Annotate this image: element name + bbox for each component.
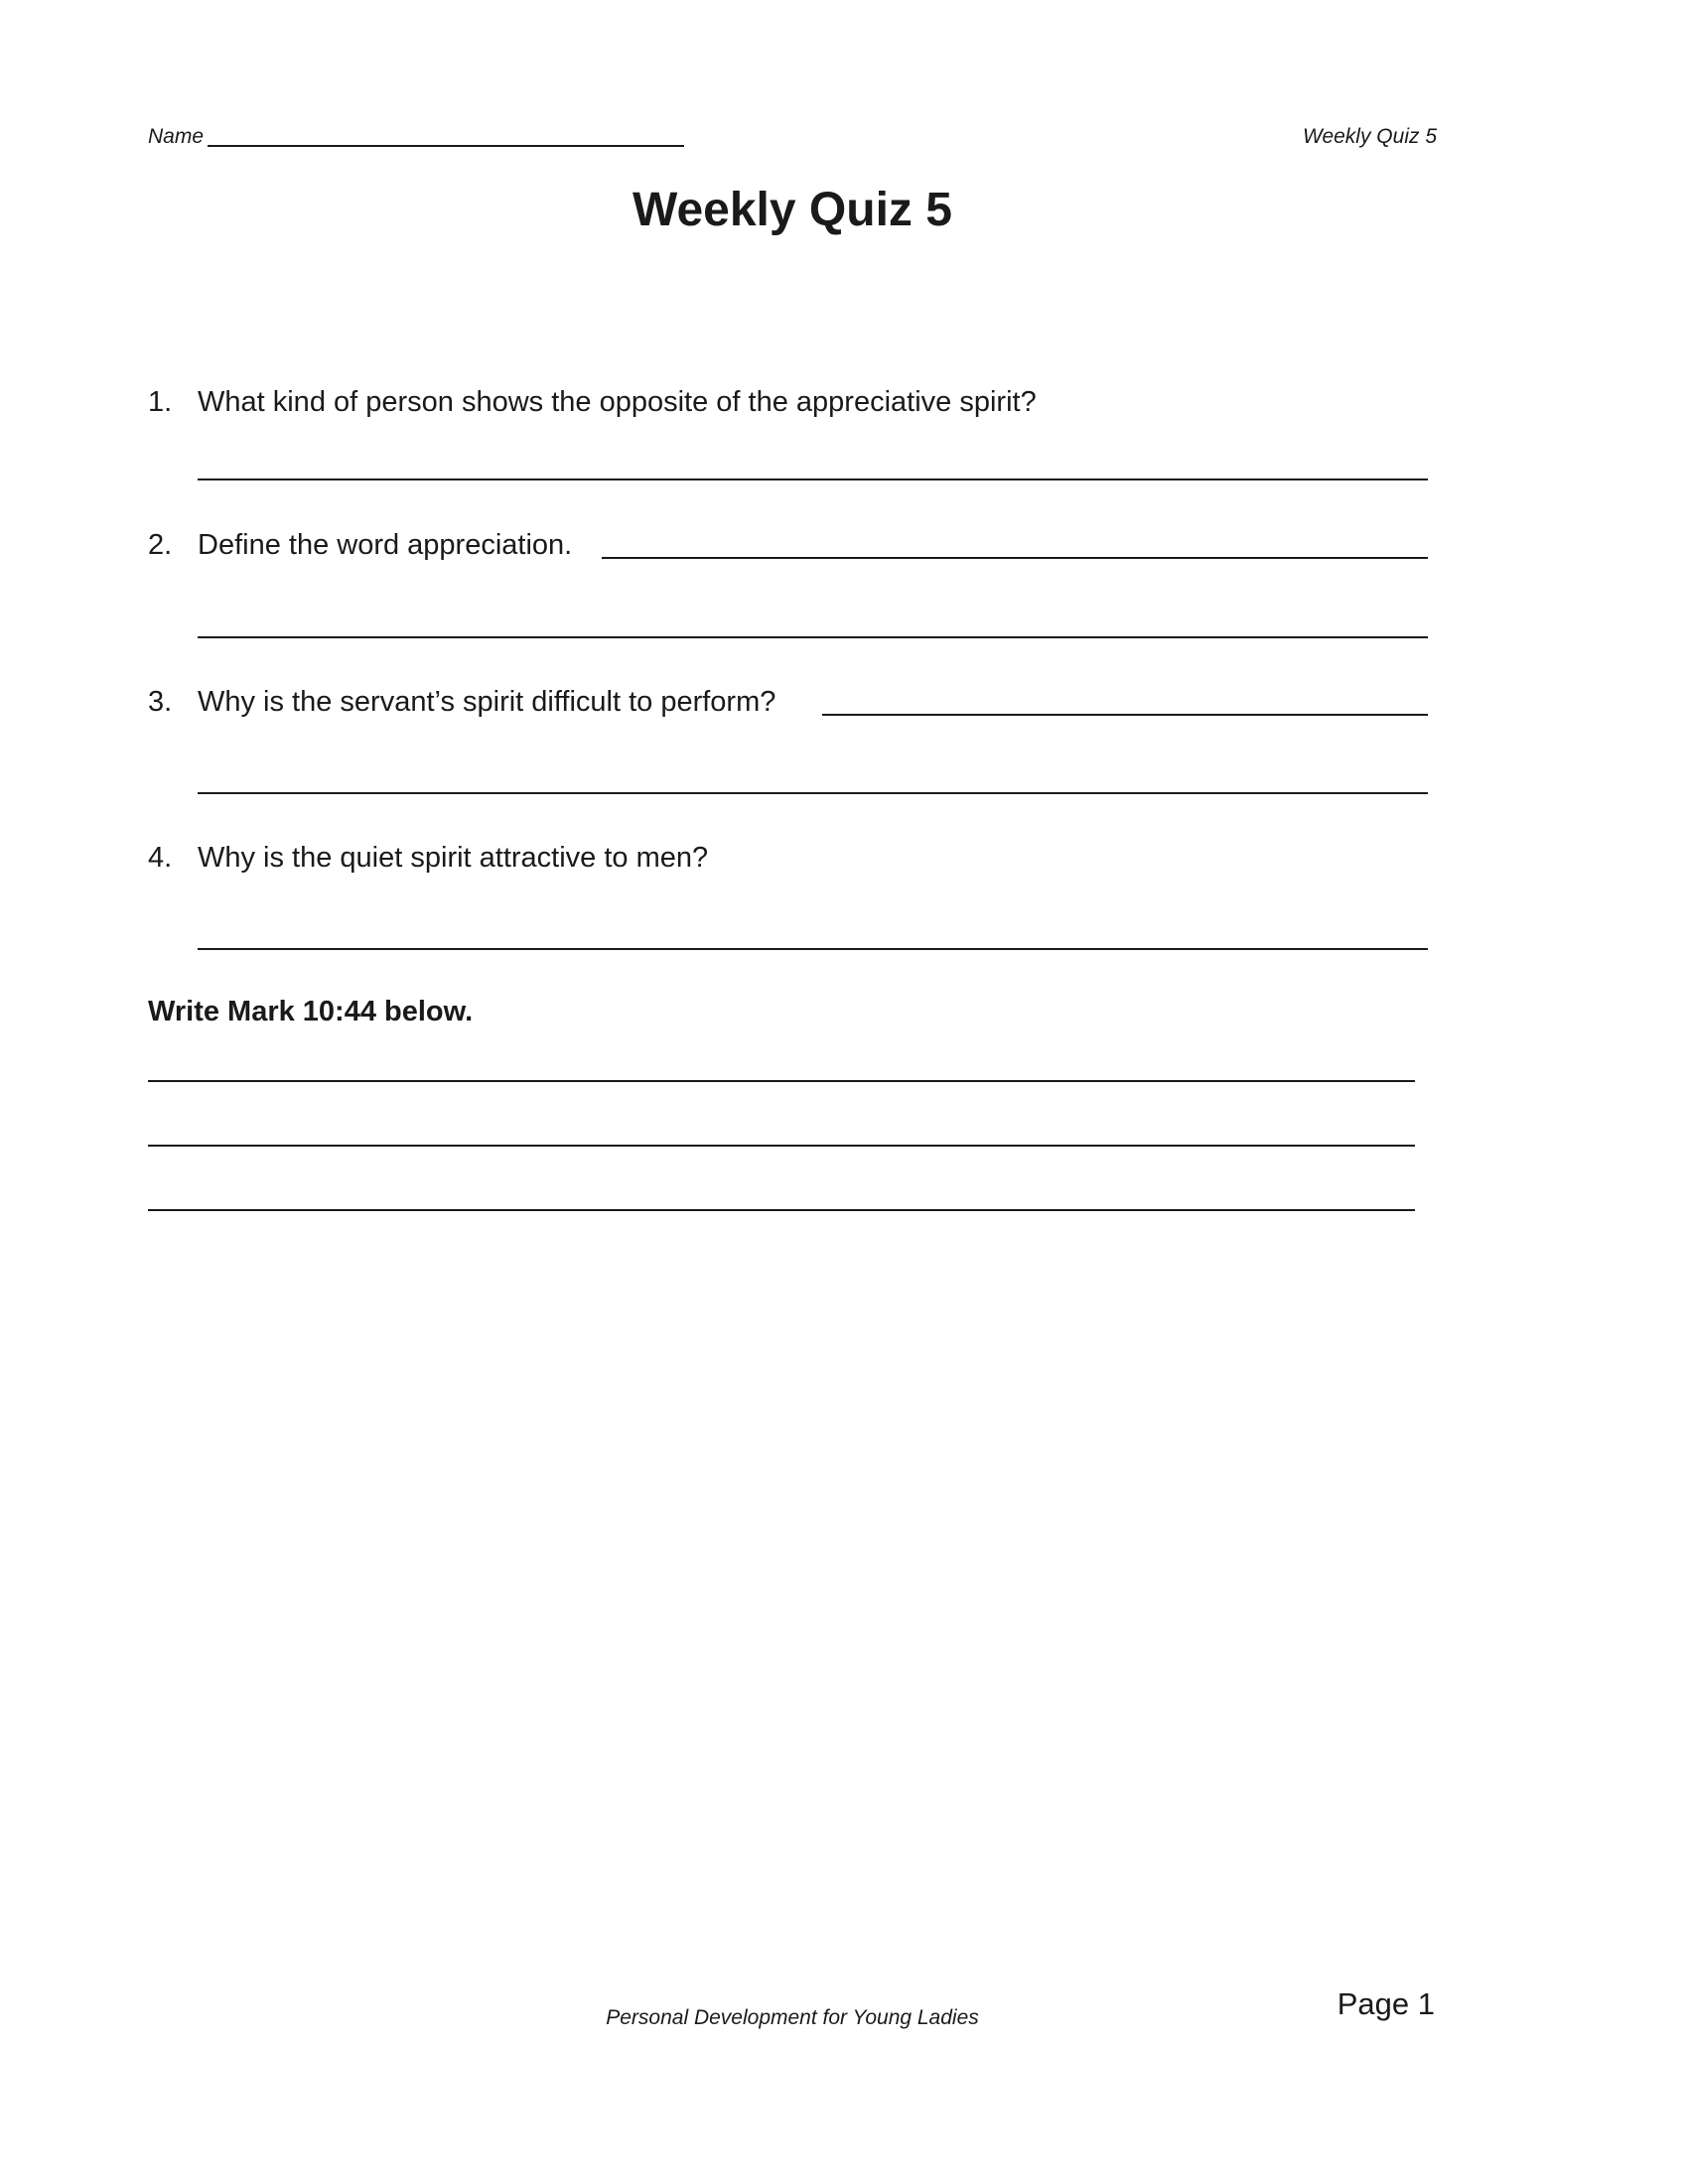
scripture-line[interactable] <box>148 1209 1415 1211</box>
scripture-instruction: Write Mark 10:44 below. <box>148 996 474 1027</box>
answer-line[interactable] <box>198 792 1428 794</box>
question-number: 4. <box>148 842 173 874</box>
question-text: Why is the quiet spirit attractive to men? <box>198 842 709 874</box>
answer-line[interactable] <box>198 948 1428 950</box>
quiz-label: Weekly Quiz 5 <box>1303 125 1437 148</box>
page-title: Weekly Quiz 5 <box>633 184 952 236</box>
question-text: Why is the servant’s spirit difficult to perform? <box>198 686 776 718</box>
scripture-line[interactable] <box>148 1080 1415 1082</box>
question-number: 2. <box>148 529 173 561</box>
footer-book-title: Personal Development for Young Ladies <box>606 2006 979 2029</box>
question-text: Define the word appreciation. <box>198 529 573 561</box>
question-text: What kind of person shows the opposite of the appreciative spirit? <box>198 386 1037 418</box>
question-number: 1. <box>148 386 173 418</box>
question-number: 3. <box>148 686 173 718</box>
answer-line[interactable] <box>822 714 1428 716</box>
answer-line[interactable] <box>198 478 1428 480</box>
answer-line[interactable] <box>198 636 1428 638</box>
scripture-line[interactable] <box>148 1145 1415 1147</box>
name-blank-line[interactable] <box>208 145 684 147</box>
answer-line[interactable] <box>602 557 1428 559</box>
page-number: Page 1 <box>1336 1986 1435 2021</box>
name-label: Name <box>148 125 205 148</box>
